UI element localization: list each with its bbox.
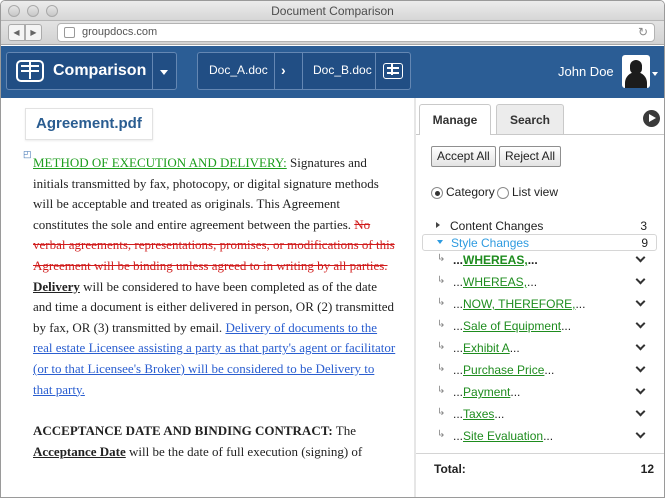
sub-item-icon: ↳: [437, 407, 446, 418]
chevron-down-icon[interactable]: [636, 319, 646, 329]
comparison-menu-button[interactable]: [6, 52, 177, 90]
play-icon[interactable]: [643, 110, 660, 127]
category-radio[interactable]: [431, 187, 443, 199]
divider: [416, 453, 664, 454]
sub-item-icon: ↳: [437, 429, 446, 440]
divider: [274, 53, 275, 89]
avatar[interactable]: [622, 55, 650, 88]
list-item[interactable]: ↳ ...Exhibit A...: [416, 338, 664, 360]
sub-item-icon: ↳: [437, 385, 446, 396]
compare-view-icon[interactable]: [383, 63, 403, 79]
sub-item-icon: ↳: [437, 297, 446, 308]
group-style-changes[interactable]: Style Changes 9: [422, 234, 657, 251]
window-title: Document Comparison: [271, 4, 394, 18]
list-item[interactable]: ↳ ...Payment...: [416, 382, 664, 404]
paragraph: ACCEPTANCE DATE AND BINDING CONTRACT: The Acceptance Date will be the date of full execution (signing) of: [33, 423, 363, 459]
url-text: groupdocs.com: [82, 26, 158, 38]
change-anchor-icon[interactable]: ◰: [23, 149, 32, 159]
section-heading: ACCEPTANCE DATE AND BINDING CONTRACT:: [33, 423, 333, 439]
reject-all-button[interactable]: Reject All: [499, 146, 561, 167]
sub-item-icon: ↳: [437, 363, 446, 374]
tab-search[interactable]: Search: [496, 104, 564, 134]
back-button[interactable]: ◀: [8, 24, 25, 41]
app-header: [1, 46, 664, 98]
document-text: [33, 153, 397, 462]
divider: [302, 53, 303, 89]
divider: [375, 53, 376, 89]
tab-manage[interactable]: Manage: [419, 104, 491, 135]
user-name: John Doe: [558, 64, 614, 79]
chevron-right-icon[interactable]: ›: [281, 62, 286, 78]
title-bar: [1, 1, 664, 21]
reload-icon[interactable]: ↻: [637, 25, 648, 39]
address-bar: [1, 21, 664, 45]
chevron-down-icon[interactable]: [636, 429, 646, 439]
list-item[interactable]: ↳ ...WHEREAS,...: [416, 272, 664, 294]
doc-b-tab[interactable]: Doc_B.doc: [313, 63, 372, 77]
changes-sidebar: [416, 98, 664, 498]
chevron-down-icon[interactable]: [160, 70, 168, 75]
total-label: Total:: [434, 462, 466, 476]
sub-item-icon: ↳: [437, 319, 446, 330]
site-icon: [64, 27, 75, 38]
chevron-down-icon[interactable]: [636, 407, 646, 417]
document-selector: [197, 52, 411, 90]
list-item[interactable]: ↳ ...NOW, THEREFORE,...: [416, 294, 664, 316]
chevron-down-icon[interactable]: [636, 385, 646, 395]
list-view-radio[interactable]: [497, 187, 509, 199]
total-value: 12: [640, 462, 654, 476]
accept-all-button[interactable]: Accept All: [431, 146, 496, 167]
doc-a-tab[interactable]: Doc_A.doc: [209, 63, 268, 77]
list-item[interactable]: ↳ ...Site Evaluation...: [416, 426, 664, 448]
chevron-right-icon: [436, 222, 440, 228]
chevron-down-icon[interactable]: [636, 297, 646, 307]
category-label: Category: [446, 185, 495, 199]
chevron-down-icon[interactable]: [636, 253, 646, 263]
list-item[interactable]: ↳ ...Taxes...: [416, 404, 664, 426]
chevron-down-icon[interactable]: [636, 341, 646, 351]
compare-docs-icon: [16, 60, 44, 82]
group-content-changes[interactable]: Content Changes 3: [416, 218, 657, 235]
sub-item-icon: ↳: [437, 275, 446, 286]
chevron-down-icon[interactable]: [652, 72, 658, 76]
sub-item-icon: ↳: [437, 341, 446, 352]
file-name: Agreement.pdf: [25, 108, 153, 140]
chevron-down-icon: [437, 240, 443, 244]
comparison-label: Comparison: [53, 62, 147, 79]
style-change[interactable]: Acceptance Date: [33, 443, 126, 459]
sub-item-icon: ↳: [437, 253, 446, 264]
document-viewer: [1, 98, 415, 498]
list-item[interactable]: ↳ ...WHEREAS,...: [416, 250, 664, 272]
deleted-text[interactable]: No verbal agreements, representations, promises, or modifications of this Agreement will be binding unless agreed to in writing by all parties.: [33, 216, 395, 273]
forward-button[interactable]: ▶: [25, 24, 42, 41]
list-item[interactable]: ↳ ...Purchase Price...: [416, 360, 664, 382]
style-change[interactable]: Delivery: [33, 278, 80, 294]
inserted-text[interactable]: Delivery of documents to the real estate Licensee assisting a party as that party's agent or facilitator (or to that Licensee's Broker) will be considered to be Delivery to that party.: [33, 319, 396, 397]
list-view-label: List view: [512, 185, 559, 199]
paragraph: METHOD OF EXECUTION AND DELIVERY: Signatures and initials transmitted by fax, photocopy, or digital signature methods will be acceptable and treated as originals. This Agreement constitutes the sole and entire agreement between the parties. No verbal agreements, representations, promises, or modifications of this Agreement will be binding unless agreed to in writing by all parties. Delivery will be considered to have been completed as of the date and time a document is either delivered in person, OR (2) transmitted by fax, OR (3) transmitted by email. Delivery of documents to the real estate Licensee assisting a party as that party's agent or facilitator (or to that Licensee's Broker) will be considered to be Delivery to that party.: [33, 155, 396, 397]
style-change[interactable]: METHOD OF EXECUTION AND DELIVERY:: [33, 155, 287, 170]
divider: [152, 53, 153, 89]
url-field[interactable]: [57, 23, 655, 42]
list-item[interactable]: ↳ ...Sale of Equipment...: [416, 316, 664, 338]
chevron-down-icon[interactable]: [636, 275, 646, 285]
chevron-down-icon[interactable]: [636, 363, 646, 373]
